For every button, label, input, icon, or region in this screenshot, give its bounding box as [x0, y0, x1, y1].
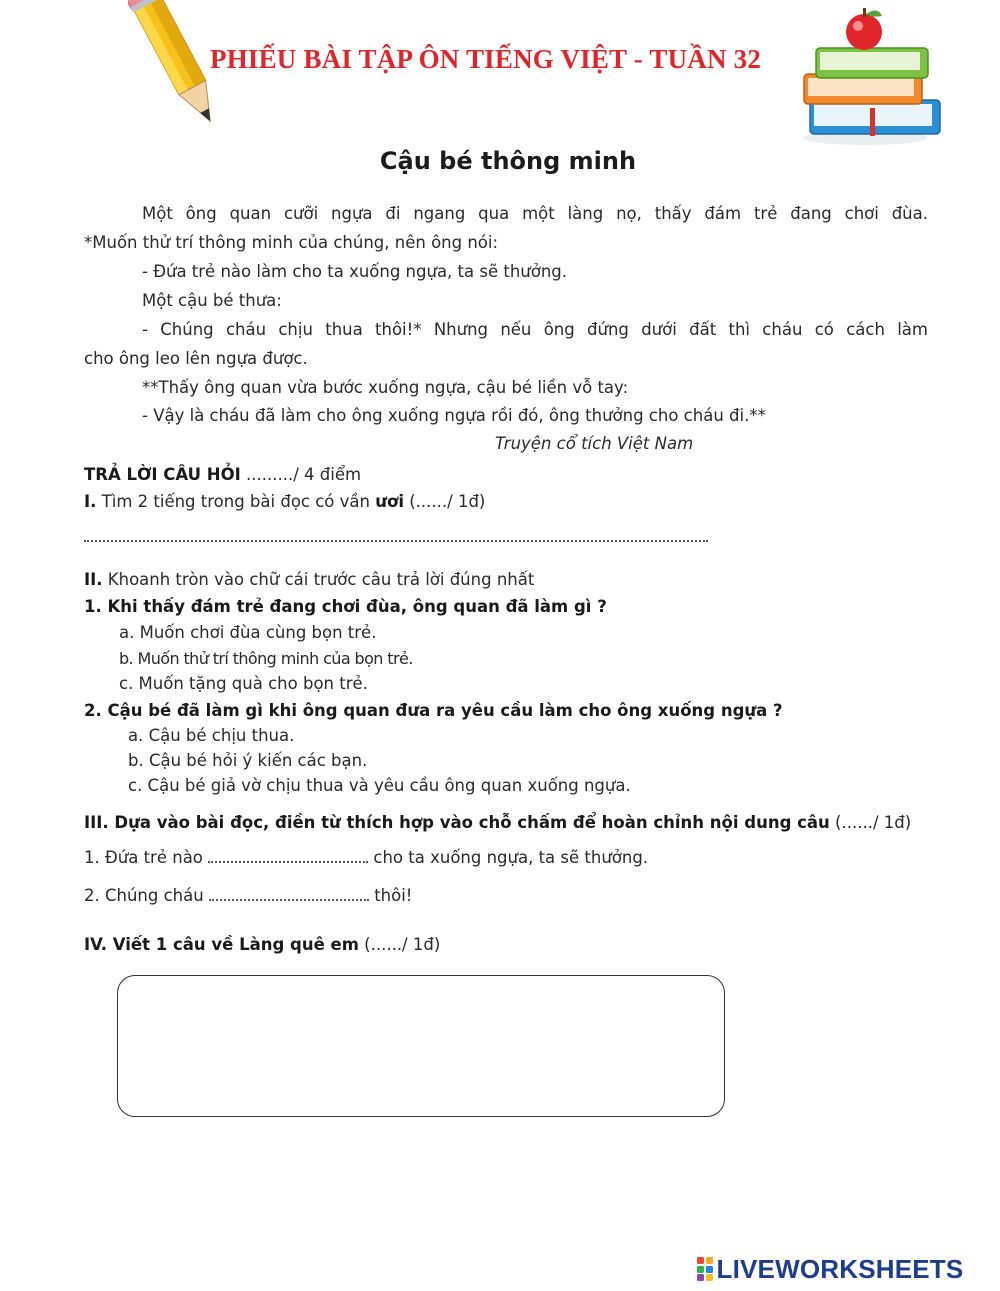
question-1: 1. Khi thấy đám trẻ đang chơi đùa, ông quan đã làm gì ?: [84, 597, 607, 616]
story-line-6: cho ông leo lên ngựa được.: [84, 349, 308, 368]
section-1-prompt: [84, 492, 485, 511]
answers-header: [84, 465, 361, 484]
q2-option-c[interactable]: c. Cậu bé giả vờ chịu thua và yêu cầu ông quan xuống ngựa.: [128, 776, 631, 795]
worksheet-header-title: PHIẾU BÀI TẬP ÔN TIẾNG VIỆT - TUẦN 32: [210, 44, 762, 74]
fill-item-1-prefix: 1. Đứa trẻ nào: [84, 848, 209, 867]
fill-blank-2[interactable]: [209, 887, 369, 901]
section-2-text: Khoanh tròn vào chữ cái trước câu trả lời đúng nhất: [102, 570, 535, 589]
fill-item-2-prefix: 2. Chúng cháu: [84, 886, 209, 905]
fill-item-1: [84, 848, 648, 867]
section-3-score: (....../ 1đ): [829, 813, 912, 832]
section-3-title: III. Dựa vào bài đọc, điền từ thích hợp vào chỗ chấm để hoàn chỉnh nội dung câu: [84, 813, 830, 832]
section-1-number: I.: [84, 492, 97, 511]
books-apple-icon: [800, 8, 960, 148]
fill-item-2-suffix: thôi!: [368, 886, 413, 905]
section-1-answer-line[interactable]: [84, 536, 708, 542]
section-1-keyword: ươi: [375, 492, 404, 511]
story-line-2: *Muốn thử trí thông minh của chúng, nên ông nói:: [84, 233, 499, 252]
story-title: Cậu bé thông minh: [379, 147, 637, 175]
story-line-5: - Chúng cháu chịu thua thôi!* Nhưng nếu ông đứng dưới đất thì cháu có cách làm: [142, 320, 928, 339]
liveworksheets-grid-icon: [697, 1257, 713, 1281]
liveworksheets-brand: LIVEWORKSHEETS: [716, 1253, 964, 1284]
section-2-prompt: [84, 570, 534, 589]
q2-option-b[interactable]: b. Cậu bé hỏi ý kiến các bạn.: [128, 751, 368, 770]
fill-item-2: [84, 886, 412, 905]
story-line-1: Một ông quan cưỡi ngựa đi ngang qua một làng nọ, thấy đám trẻ đang chơi đùa.: [142, 204, 928, 223]
fill-blank-1[interactable]: [208, 849, 368, 863]
story-line-8: - Vậy là cháu đã làm cho ông xuống ngựa rồi đó, ông thưởng cho cháu đi.**: [142, 406, 766, 425]
section-4-title: IV. Viết 1 câu về Làng quê em: [84, 935, 359, 954]
answers-header-label: TRẢ LỜI CÂU HỎI: [84, 465, 241, 484]
section-4-score: (....../ 1đ): [358, 935, 441, 954]
question-2: 2. Cậu bé đã làm gì khi ông quan đưa ra yêu cầu làm cho ông xuống ngựa ?: [84, 701, 783, 720]
section-1-text: Tìm 2 tiếng trong bài đọc có vần: [96, 492, 376, 511]
section-1-score: (....../ 1đ): [403, 492, 486, 511]
section-3-prompt: [84, 813, 911, 832]
q1-option-b[interactable]: b. Muốn thử trí thông minh của bọn trẻ.: [119, 649, 413, 668]
story-line-4: Một cậu bé thưa:: [142, 291, 282, 310]
q2-option-a[interactable]: a. Cậu bé chịu thua.: [128, 726, 295, 745]
story-line-7: **Thấy ông quan vừa bước xuống ngựa, cậu bé liền vỗ tay:: [142, 378, 629, 397]
writing-answer-box[interactable]: [117, 975, 725, 1117]
liveworksheets-logo: [697, 1255, 963, 1283]
fill-item-1-suffix: cho ta xuống ngựa, ta sẽ thưởng.: [368, 848, 649, 867]
q1-option-a[interactable]: a. Muốn chơi đùa cùng bọn trẻ.: [119, 623, 377, 642]
story-source: Truyện cổ tích Việt Nam: [495, 434, 694, 453]
section-2-number: II.: [84, 570, 103, 589]
section-4-prompt: [84, 935, 440, 954]
q1-option-c[interactable]: c. Muốn tặng quà cho bọn trẻ.: [119, 674, 368, 693]
answers-header-score: ........./ 4 điểm: [240, 465, 362, 484]
story-line-3: - Đứa trẻ nào làm cho ta xuống ngựa, ta sẽ thưởng.: [142, 262, 568, 281]
